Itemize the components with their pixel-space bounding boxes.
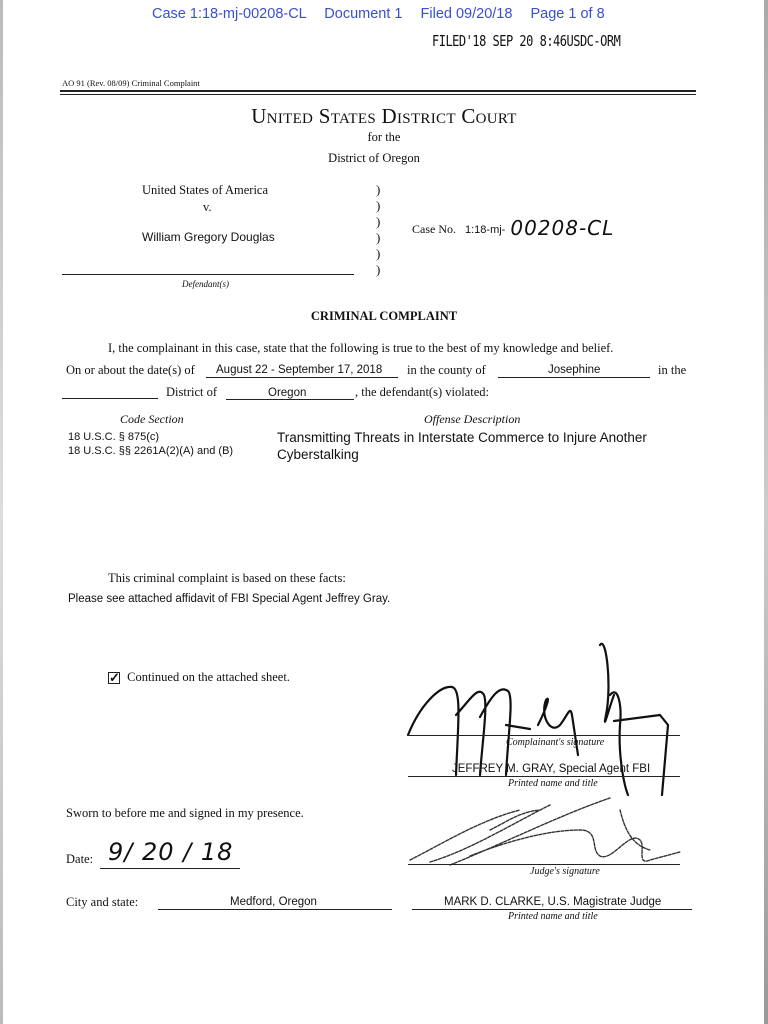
date-handwritten: 9/ 20 / 18 [108,838,234,866]
scan-edge-right [764,0,768,1024]
facts-intro: This criminal complaint is based on these facts: [108,571,346,585]
date-label: Date: [66,852,94,866]
county: Josephine [548,364,601,376]
offense-description-2: Cyberstalking [277,447,359,462]
ecf-page: Page 1 of 8 [530,6,605,22]
district-label: District of [166,385,218,399]
county-label: in the county of [407,363,486,377]
offense-description-header: Offense Description [424,412,521,426]
case-number [412,214,614,238]
judge-signature-caption: Judge's signature [530,866,600,877]
code-section-2: 18 U.S.C. §§ 2261A(2)(A) and (B) [68,445,234,457]
district-suffix: , the defendant(s) violated: [355,385,489,399]
facts-text: Please see attached affidavit of FBI Special Agent Jeffrey Gray. [68,593,391,605]
ecf-document: Document 1 [324,6,403,22]
ecf-header [152,6,605,22]
district-value: Oregon [268,387,307,399]
case-no-handwritten: 00208-CL [510,216,615,240]
defendant-rule [62,274,354,275]
form-id: AO 91 (Rev. 08/09) Criminal Complaint [62,78,200,88]
ecf-case: Case 1:18-mj-00208-CL [152,6,307,22]
header-rule [60,90,696,95]
defendant-name: William Gregory Douglas [142,230,275,244]
code-section-1: 18 U.S.C. § 875(c) [68,431,160,443]
offense-description-1: Transmitting Threats in Interstate Commerce to Injure Another [277,430,647,445]
statement: I, the complainant in this case, state that the following is true to the best of my knowledge and belief. [108,341,614,355]
complainant-signature-line [408,735,680,736]
plaintiff: United States of America [142,183,269,197]
continued-label: Continued on the attached sheet. [127,670,290,684]
versus: v. [203,200,212,214]
caption-parens: ) ) ) ) ) ) [376,182,381,277]
document-title: CRIMINAL COMPLAINT [310,309,458,323]
ecf-filed: Filed 09/20/18 [420,6,513,22]
court-district: District of Oregon [328,151,420,165]
sworn-statement: Sworn to before me and signed in my presence. [66,806,304,820]
judge-printed-caption: Printed name and title [508,911,598,922]
court-title: United States District Court [251,104,517,128]
defendant-caption: Defendant(s) [182,279,229,289]
continued-line [108,670,290,685]
judge-signature-line [408,864,680,865]
continued-checkbox: ✓ [109,670,120,685]
city-value: Medford, Oregon [230,896,317,908]
judge-printed-name: MARK D. CLARKE, U.S. Magistrate Judge [444,896,662,908]
date-prefix: On or about the date(s) of [66,363,195,377]
code-section-header: Code Section [120,412,184,426]
for-the: for the [367,130,401,144]
case-no-label: Case No. [412,222,456,236]
date-suffix: in the [658,363,687,377]
complainant-signature-caption: Complainant's signature [506,737,605,748]
filed-stamp: FILED'18 SEP 20 8:46USDC-ORM [432,32,621,50]
offense-dates: August 22 - September 17, 2018 [216,364,383,376]
complainant-printed-name: JEFFREY M. GRAY, Special Agent FBI [452,763,651,775]
case-no-typed: 1:18-mj- [465,224,506,236]
complainant-printed-caption: Printed name and title [508,778,598,789]
city-label: City and state: [66,895,139,909]
